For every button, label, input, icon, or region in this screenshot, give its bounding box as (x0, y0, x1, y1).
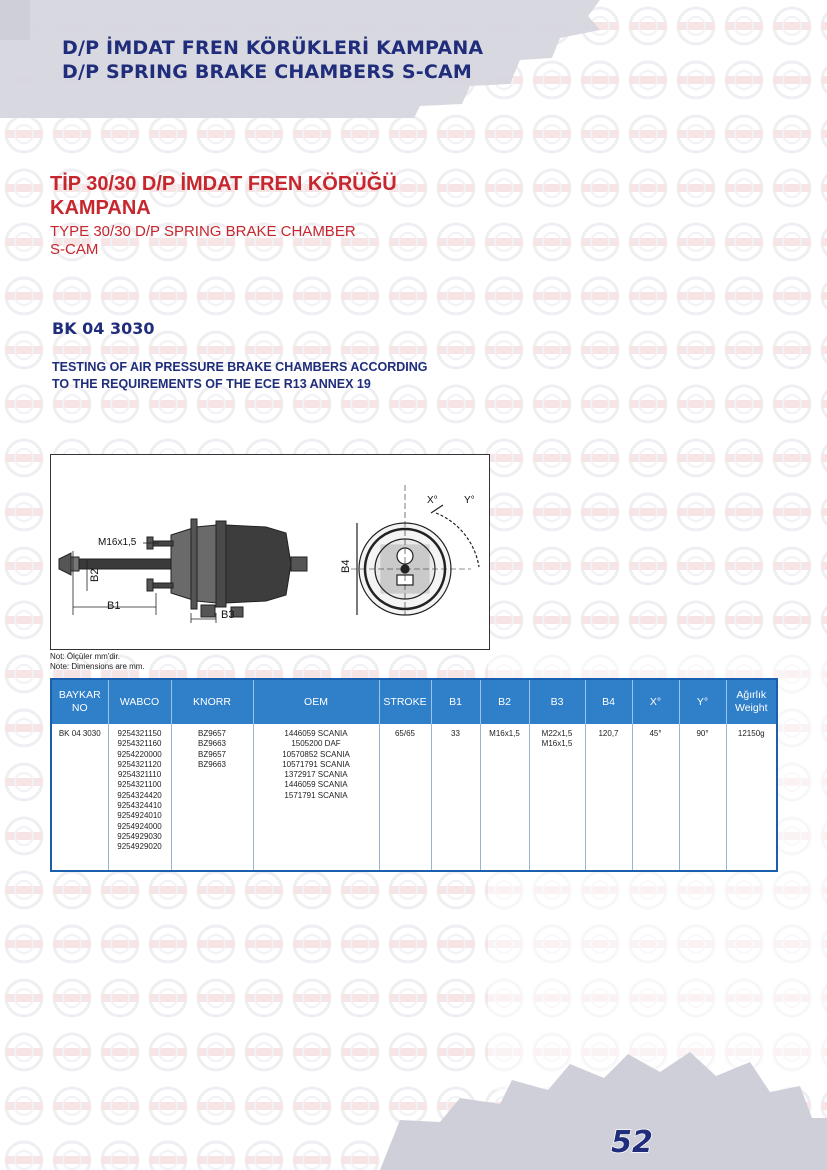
product-title-tr-line1: TİP 30/30 D/P İMDAT FREN KÖRÜĞÜ (50, 173, 397, 195)
product-code: BK 04 3030 (52, 319, 155, 338)
cell-value: 12150g (737, 729, 765, 738)
cell-value: 9254324420 (117, 790, 162, 800)
cell-weight (726, 724, 777, 871)
header-baykar-no: BAYKAR NO (51, 679, 108, 724)
cell-value: 1372917 SCANIA (284, 770, 348, 780)
cell-value: 1505200 DAF (291, 739, 341, 749)
table-header-row (51, 679, 777, 724)
testing-note (52, 359, 427, 393)
cell-y (679, 724, 726, 871)
cell-value: 9254929020 (117, 842, 162, 852)
dimensions-note-tr: Not: Ölçüler mm'dir. (50, 652, 120, 661)
cell-value: BZ9663 (197, 739, 227, 749)
label-b2: B2 (89, 568, 101, 582)
technical-drawing (50, 454, 490, 650)
cell-value: BZ9657 (197, 729, 227, 738)
cell-value: 9254321100 (117, 780, 162, 790)
header-b1: B1 (431, 679, 480, 724)
cell-value: 120,7 (598, 729, 619, 738)
page-number (604, 1124, 660, 1158)
side-view (59, 519, 307, 617)
label-b1: B1 (107, 600, 121, 612)
cell-b1 (431, 724, 480, 871)
testing-note-line1: TESTING OF AIR PRESSURE BRAKE CHAMBERS ACCORDING (52, 360, 428, 374)
header-b2: B2 (480, 679, 529, 724)
front-view (351, 485, 479, 615)
header-knorr: KNORR (171, 679, 253, 724)
cell-value: 9254321120 (117, 759, 162, 769)
label-b3: B3 (221, 609, 235, 621)
header-y: Y° (679, 679, 726, 724)
cell-value: 9254324410 (117, 801, 162, 811)
header-wabco: WABCO (108, 679, 171, 724)
product-title-en-line1: TYPE 30/30 D/P SPRING BRAKE CHAMBER (50, 223, 356, 240)
cell-value: 10571791 SCANIA (282, 759, 350, 769)
cell-value: 45° (649, 729, 662, 738)
page-header (62, 36, 483, 84)
cell-value: 9254220000 (117, 749, 162, 759)
label-x: X° (427, 495, 438, 506)
product-title-tr (50, 172, 397, 220)
label-thread: M16x1,5 (98, 537, 137, 548)
cell-value: 9254924000 (117, 821, 162, 831)
header-stroke: STROKE (379, 679, 431, 724)
page-number-text: 52 (611, 1125, 653, 1158)
cell-value: 10570852 SCANIA (282, 749, 350, 759)
cell-value: 9254321160 (117, 739, 162, 749)
product-title-tr-line2: KAMPANA (50, 197, 151, 219)
cell-value: 9254929030 (117, 831, 162, 841)
dimensions-note (50, 652, 145, 672)
label-y: Y° (464, 495, 475, 506)
cell-wabco (108, 724, 171, 871)
cell-value: BK 04 3030 (58, 729, 101, 738)
cell-value: 1446059 SCANIA (284, 780, 348, 790)
cell-value: M22x1,5 (541, 729, 573, 738)
cell-value: 65/65 (394, 729, 416, 738)
cell-b3 (529, 724, 585, 871)
cell-value: 33 (451, 729, 460, 738)
cell-value: 9254321150 (117, 729, 162, 738)
product-title-en (50, 223, 356, 259)
testing-note-line2: TO THE REQUIREMENTS OF THE ECE R13 ANNEX 19 (52, 377, 371, 391)
cell-value: BZ9657 (197, 749, 227, 759)
header-x: X° (632, 679, 679, 724)
cell-value: M16x1,5 (541, 739, 573, 749)
cell-oem (253, 724, 379, 871)
cell-b4 (585, 724, 632, 871)
cell-knorr (171, 724, 253, 871)
table-row (51, 724, 777, 871)
cell-b2 (480, 724, 529, 871)
cell-value: 9254321110 (117, 770, 162, 780)
product-title-en-line2: S-CAM (50, 241, 99, 258)
cell-value: 1446059 SCANIA (284, 729, 348, 738)
header-oem: OEM (253, 679, 379, 724)
cell-value: 90° (696, 729, 709, 738)
header-title-tr: D/P İMDAT FREN KÖRÜKLERİ KAMPANA (62, 37, 484, 59)
cell-value: 1571791 SCANIA (284, 790, 348, 800)
chamber-drawing-svg (51, 455, 489, 649)
header-b3: B3 (529, 679, 585, 724)
cell-value: M16x1,5 (489, 729, 520, 738)
header-title-en: D/P SPRING BRAKE CHAMBERS S-CAM (62, 61, 472, 83)
cell-x (632, 724, 679, 871)
cell-value: 9254924010 (117, 811, 162, 821)
specification-table (50, 678, 778, 872)
label-b4: B4 (340, 559, 352, 573)
dimensions-note-en: Note: Dimensions are mm. (50, 662, 145, 671)
cell-stroke (379, 724, 431, 871)
header-weight: Ağırlık Weight (726, 679, 777, 724)
cell-baykar (51, 724, 108, 871)
cell-value: BZ9663 (197, 759, 227, 769)
header-b4: B4 (585, 679, 632, 724)
